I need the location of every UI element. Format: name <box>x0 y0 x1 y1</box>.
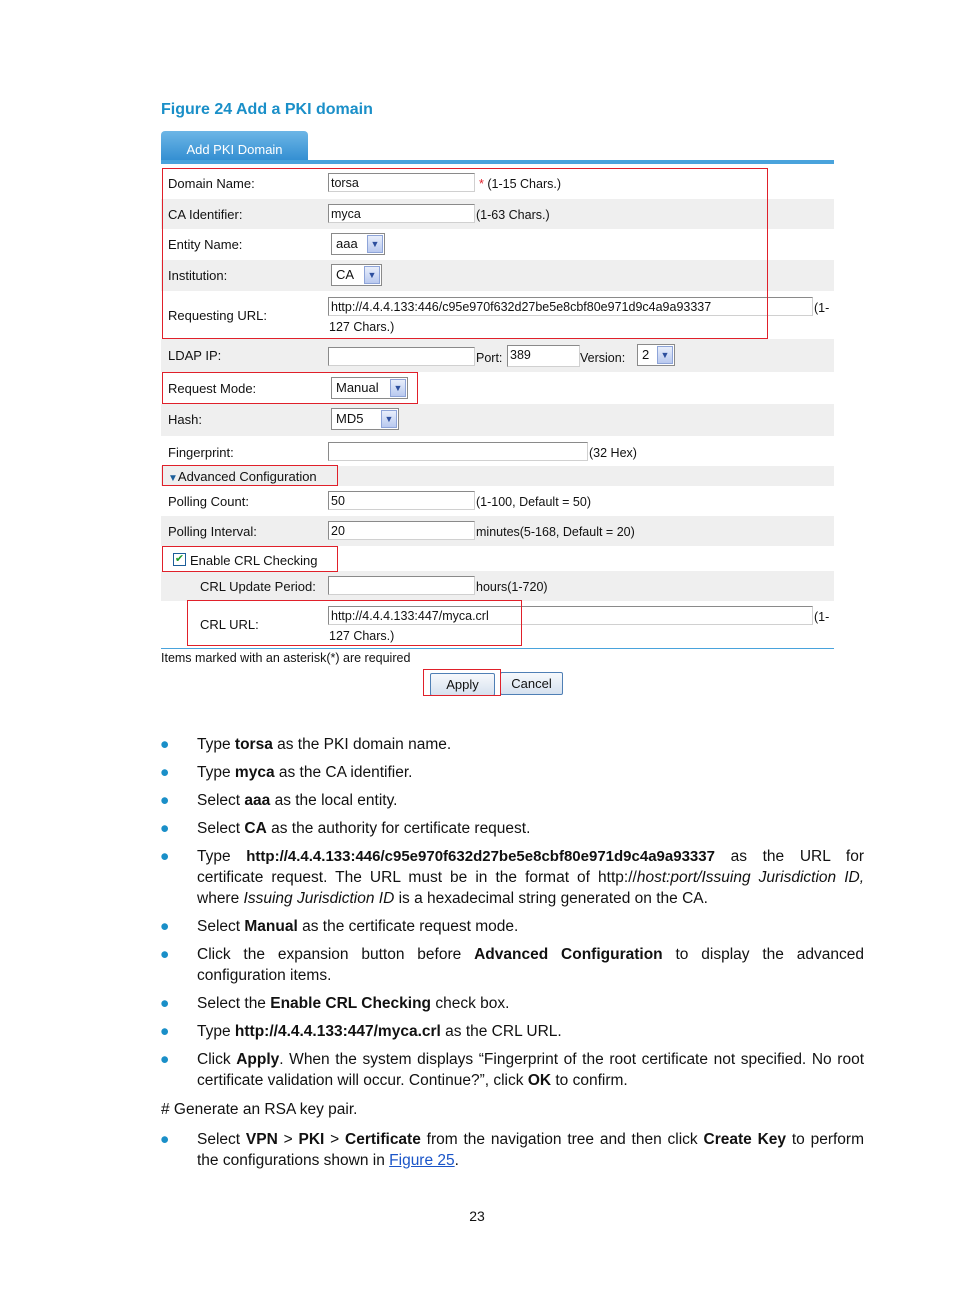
domain-name-label: Domain Name: <box>168 176 255 191</box>
ca-identifier-input[interactable]: myca <box>328 204 475 223</box>
bullet-icon: ● <box>160 848 170 865</box>
crl-update-period-input[interactable] <box>328 576 475 595</box>
bullet-icon: ● <box>160 995 170 1012</box>
row-polling-interval <box>161 516 834 546</box>
crl-url-label: CRL URL: <box>200 617 259 632</box>
step-3: Select aaa as the local entity. <box>197 792 398 809</box>
polling-interval-label: Polling Interval: <box>168 524 257 539</box>
tab-add-pki-domain[interactable]: Add PKI Domain <box>161 131 308 163</box>
highlight-box <box>187 600 522 646</box>
row-hash <box>161 404 834 436</box>
form-bottom-rule <box>161 648 834 649</box>
apply-button[interactable]: Apply <box>430 673 495 696</box>
requesting-url-hint-b: 127 Chars.) <box>329 320 395 334</box>
highlight-box <box>162 546 338 572</box>
bullet-icon: ● <box>160 1051 170 1068</box>
step-6: Select Manual as the certificate request mode. <box>197 918 519 935</box>
ldap-ip-label: LDAP IP: <box>168 348 222 363</box>
triangle-down-icon: ▼ <box>168 473 178 484</box>
crl-checking-label: Enable CRL Checking <box>190 553 318 568</box>
step-2: Type myca as the CA identifier. <box>197 764 413 781</box>
bullet-icon: ● <box>160 1131 170 1148</box>
hash-select[interactable] <box>331 408 399 430</box>
figure-25-link[interactable]: Figure 25 <box>389 1152 455 1169</box>
port-input[interactable]: 389 <box>507 345 580 367</box>
fingerprint-hint: (32 Hex) <box>589 446 637 460</box>
requesting-url-label: Requesting URL: <box>168 308 267 323</box>
requesting-url-hint-a: (1- <box>814 301 830 315</box>
bullet-icon: ● <box>160 946 170 963</box>
institution-value: CA <box>336 267 355 282</box>
bullet-icon: ● <box>160 792 170 809</box>
step-4: Select CA as the authority for certificate request. <box>197 820 531 837</box>
ca-identifier-label: CA Identifier: <box>168 207 243 222</box>
required-note: Items marked with an asterisk(*) are required <box>161 651 411 665</box>
crl-update-period-hint: hours(1-720) <box>476 580 548 594</box>
bullet-icon: ● <box>160 918 170 935</box>
chevron-down-icon: ▼ <box>367 235 383 253</box>
chevron-down-icon: ▼ <box>381 410 397 428</box>
institution-label: Institution: <box>168 268 228 283</box>
request-mode-label: Request Mode: <box>168 381 257 396</box>
ldap-ip-input[interactable] <box>328 347 475 366</box>
crl-url-hint-a: (1- <box>814 610 830 624</box>
crl-url-hint-b: 127 Chars.) <box>329 629 395 643</box>
required-asterisk: * <box>479 177 484 191</box>
polling-count-hint: (1-100, Default = 50) <box>476 495 591 509</box>
step-9: Type http://4.4.4.133:447/myca.crl as the CRL URL. <box>197 1023 562 1040</box>
entity-name-label: Entity Name: <box>168 237 243 252</box>
polling-count-input[interactable]: 50 <box>328 491 475 510</box>
requesting-url-input[interactable]: http://4.4.4.133:446/c95e970f632d27be5e8cbf80e971d9c4a9a93337 <box>328 297 813 316</box>
crl-checking-checkbox[interactable]: ✔ <box>174 553 185 565</box>
crl-url-input[interactable]: http://4.4.4.133:447/myca.crl <box>328 606 813 625</box>
fingerprint-input[interactable] <box>328 442 588 461</box>
highlight-box <box>162 465 338 486</box>
domain-name-input[interactable]: torsa <box>328 173 475 192</box>
chevron-down-icon: ▼ <box>390 379 406 397</box>
tab-underline <box>161 160 834 164</box>
domain-name-hint: (1-15 Chars.) <box>487 177 561 191</box>
crl-update-period-label: CRL Update Period: <box>200 579 316 594</box>
polling-count-label: Polling Count: <box>168 494 249 509</box>
page-number: 23 <box>469 1208 485 1224</box>
comment-line: # Generate an RSA key pair. <box>161 1101 358 1118</box>
row-ldap-ip <box>161 339 834 372</box>
version-select[interactable] <box>637 344 675 366</box>
step-5: Type http://4.4.4.133:446/c95e970f632d27be5e8cbf80e971d9c4a9a93337 as the URL for certificate request. The URL must be in the format of http://host:port/Issuing Jurisdiction ID, where Issuing Jurisdiction ID is a hexadecimal string generated on the CA. <box>197 848 865 907</box>
step-8: Select the Enable CRL Checking check box. <box>197 995 510 1012</box>
polling-interval-hint: minutes(5-168, Default = 20) <box>476 525 635 539</box>
version-value: 2 <box>642 347 650 362</box>
hash-value: MD5 <box>336 411 364 426</box>
step-1: Type torsa as the PKI domain name. <box>197 736 452 753</box>
figure-caption: Figure 24 Add a PKI domain <box>161 101 373 118</box>
chevron-down-icon: ▼ <box>364 266 380 284</box>
cancel-button[interactable]: Cancel <box>500 672 563 695</box>
port-label: Port: <box>476 351 503 365</box>
advanced-configuration-label: Advanced Configuration <box>177 469 317 484</box>
step-10: Click Apply. When the system displays “Fingerprint of the root certificate not specified. No root certificate validation will occur. Continue?”, click OK to confirm. <box>197 1051 864 1089</box>
nav-step: Select VPN > PKI > Certificate from the navigation tree and then click Create Key to perform the configurations shown in Figure 25. <box>197 1131 864 1169</box>
ca-identifier-hint: (1-63 Chars.) <box>476 208 550 222</box>
request-mode-value: Manual <box>336 380 379 395</box>
version-label: Version: <box>580 351 626 365</box>
step-7: Click the expansion button before Advanced Configuration to display the advanced configuration items. <box>197 946 864 984</box>
polling-interval-input[interactable]: 20 <box>328 521 475 540</box>
hash-label: Hash: <box>168 412 202 427</box>
highlight-box <box>162 168 768 339</box>
entity-name-value: aaa <box>336 236 358 251</box>
highlight-box <box>162 372 418 404</box>
bullet-icon: ● <box>160 1023 170 1040</box>
row-fingerprint <box>161 436 834 466</box>
bullet-icon: ● <box>160 736 170 753</box>
chevron-down-icon: ▼ <box>657 346 673 364</box>
bullet-icon: ● <box>160 820 170 837</box>
bullet-icon: ● <box>160 764 170 781</box>
row-crl-update-period <box>161 571 834 601</box>
row-polling-count <box>161 486 834 516</box>
fingerprint-label: Fingerprint: <box>168 445 234 460</box>
highlight-box <box>423 669 501 696</box>
